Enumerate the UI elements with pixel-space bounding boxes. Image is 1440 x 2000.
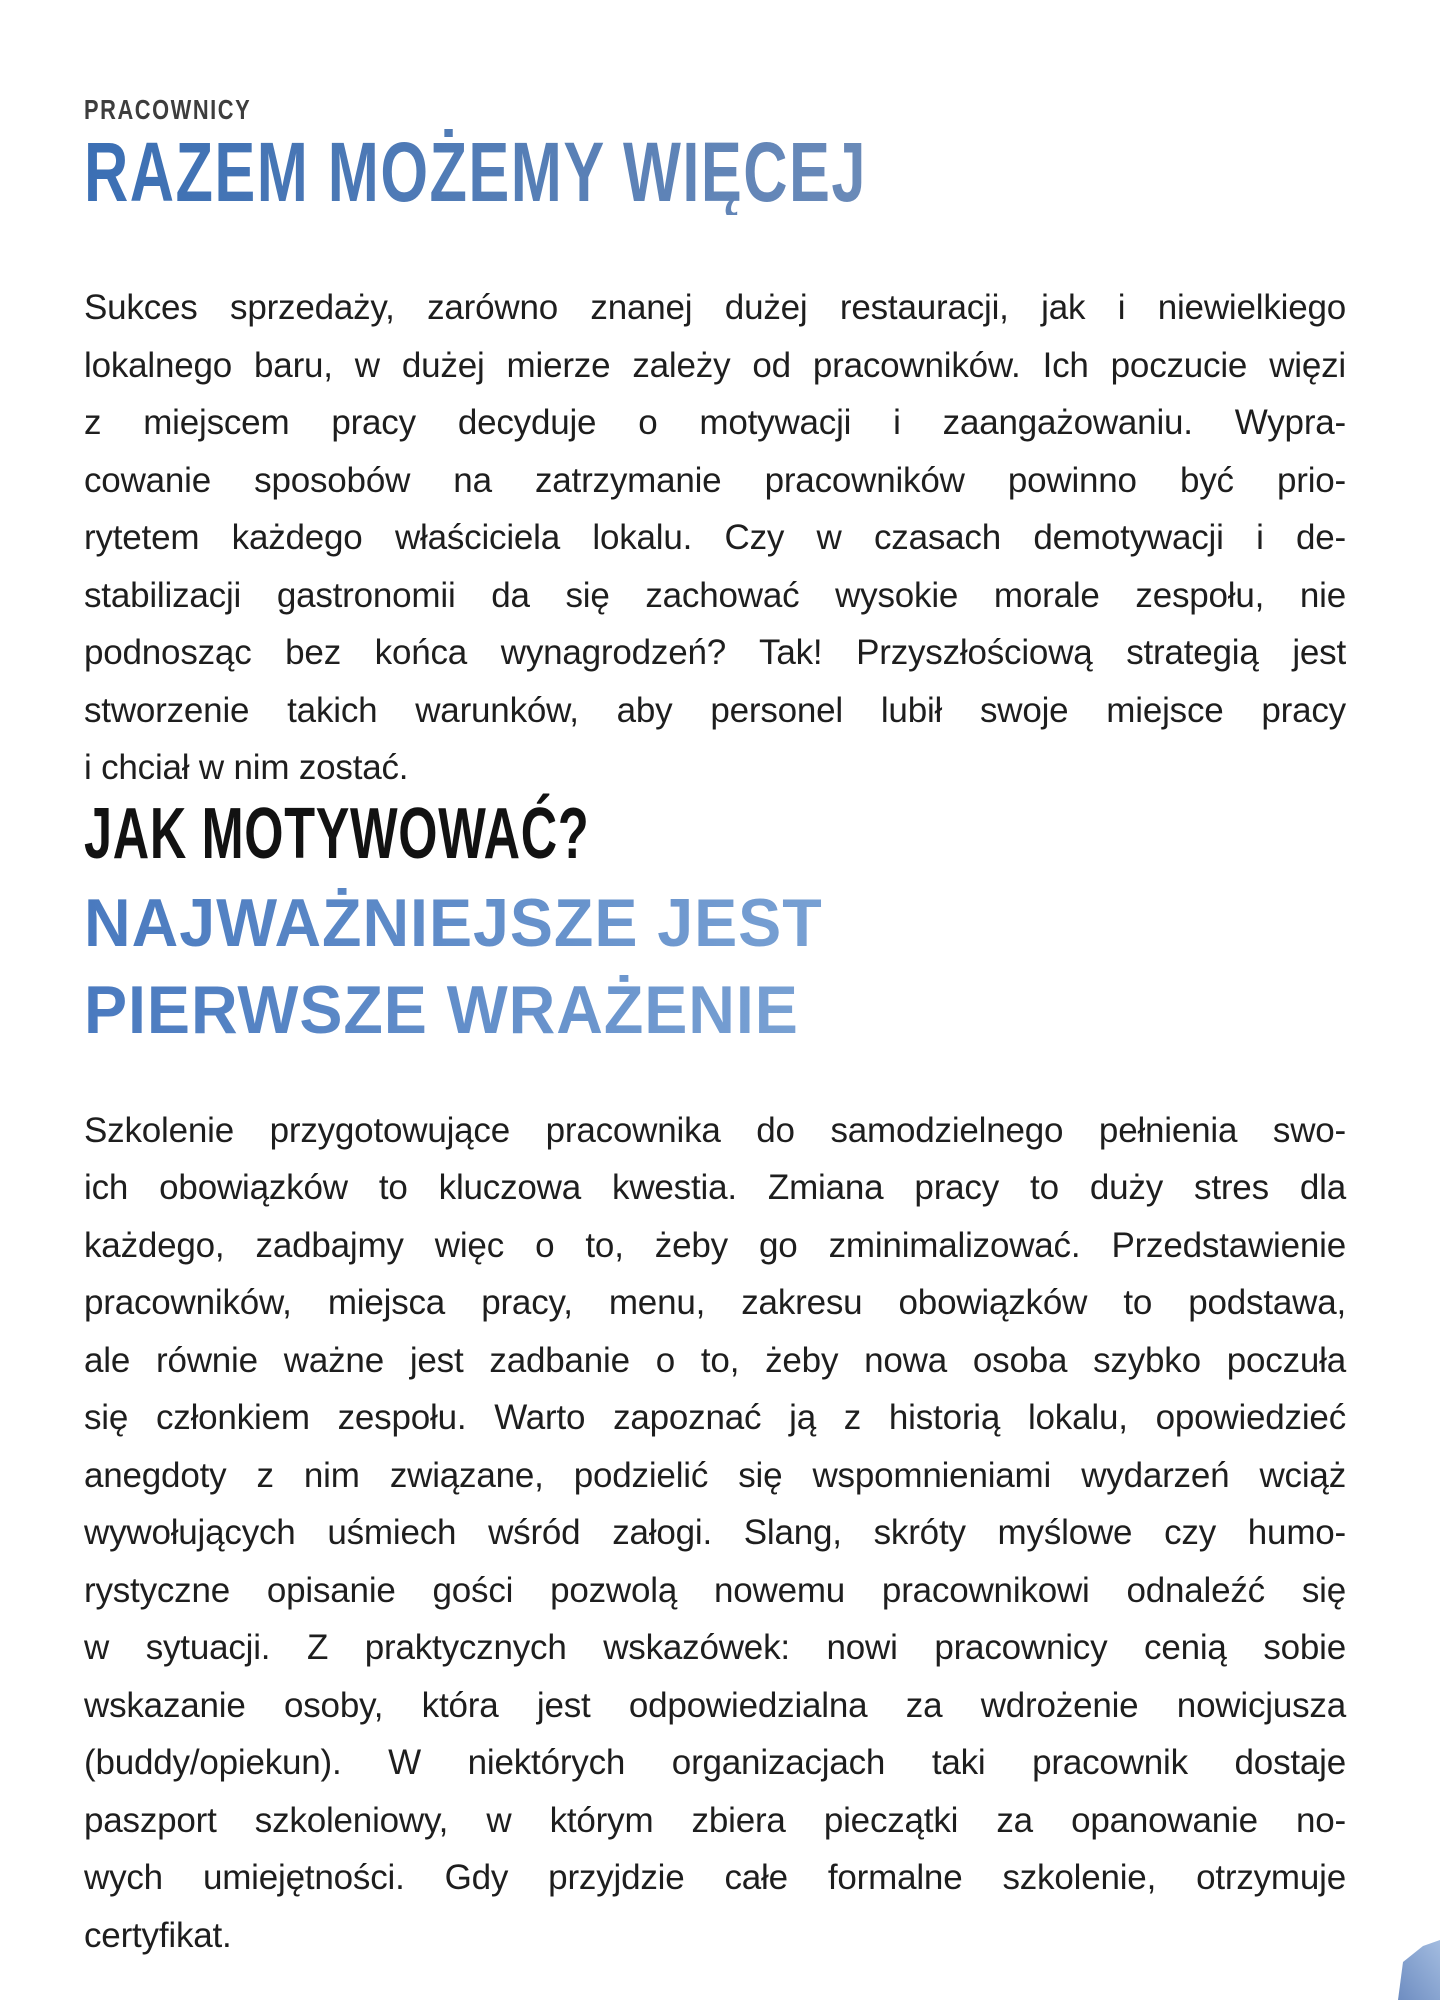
text-line: podnosząc bez końca wynagrodzeń? Tak! Przyszłościową strategią jest [84, 633, 1346, 672]
text-line: w sytuacji. Z praktycznych wskazówek: nowi pracownicy cenią sobie [84, 1628, 1346, 1667]
text-line: (buddy/opiekun). W niektórych organizacjach taki pracownik dostaje [84, 1743, 1346, 1782]
sub-heading-line-2: PIERWSZE WRAŻENIE [84, 971, 799, 1048]
text-line: ale równie ważne jest zadbanie o to, żeby nowa osoba szybko poczuła [84, 1340, 1346, 1380]
text-line: cowanie sposobów na zatrzymanie pracowników powinno być prio- [84, 460, 1346, 500]
text-line: Szkolenie przygotowujące pracownika do samodzielnego pełnienia swo- [84, 1110, 1346, 1150]
text-line: i chciał w nim zostać. [84, 748, 409, 787]
training-paragraph [84, 1102, 1346, 1965]
text-line: rystyczne opisanie gości pozwolą nowemu pracownikowi odnaleźć się [84, 1570, 1346, 1610]
kicker-label: PRACOWNICY [84, 94, 252, 125]
hexagon-decoration-icon [1396, 1938, 1440, 2000]
section-title [84, 793, 1346, 888]
text-line: pracowników, miejsca pracy, menu, zakresu obowiązków to podstawa, [84, 1283, 1346, 1322]
page-title [84, 125, 1346, 233]
text-line: rytetem każdego właściciela lokalu. Czy w czasach demotywacji i de- [84, 518, 1346, 557]
text-line: anegdoty z nim związane, podzielić się wspomnieniami wydarzeń wciąż [84, 1455, 1346, 1495]
text-line: z miejscem pracy decyduje o motywacji i zaangażowaniu. Wypra- [84, 403, 1346, 442]
text-line: stworzenie takich warunków, aby personel lubił swoje miejsce pracy [84, 690, 1346, 730]
text-line: stabilizacji gastronomii da się zachować wysokie morale zespołu, nie [84, 575, 1346, 615]
text-line: każdego, zadbajmy więc o to, żeby go zminimalizować. Przedstawienie [84, 1225, 1346, 1265]
text-line: się członkiem zespołu. Warto zapoznać ją z historią lokalu, opowiedzieć [84, 1398, 1346, 1437]
text-line: lokalnego baru, w dużej mierze zależy od pracowników. Ich poczucie więzi [84, 345, 1346, 385]
intro-paragraph [84, 279, 1346, 797]
text-line: Sukces sprzedaży, zarówno znanej dużej restauracji, jak i niewielkiego [84, 288, 1346, 327]
text-line: ich obowiązków to kluczowa kwestia. Zmiana pracy to duży stres dla [84, 1168, 1346, 1207]
text-line: wywołujących uśmiech wśród załogi. Slang, skróty myślowe czy humo- [84, 1513, 1346, 1552]
sub-heading [84, 884, 1346, 1062]
page-title-text: RAZEM MOŻEMY WIĘCEJ [84, 125, 867, 219]
section-title-text: JAK MOTYWOWAĆ? [84, 793, 590, 874]
sub-heading-line-1: NAJWAŻNIEJSZE JEST [84, 884, 823, 961]
text-line: wskazanie osoby, która jest odpowiedzialna za wdrożenie nowicjusza [84, 1685, 1346, 1725]
section-kicker [84, 0, 1346, 129]
text-line: paszport szkoleniowy, w którym zbiera pieczątki za opanowanie no- [84, 1800, 1346, 1840]
text-line: wych umiejętności. Gdy przyjdzie całe formalne szkolenie, otrzymuje [84, 1858, 1346, 1897]
text-line: certyfikat. [84, 1915, 232, 1955]
